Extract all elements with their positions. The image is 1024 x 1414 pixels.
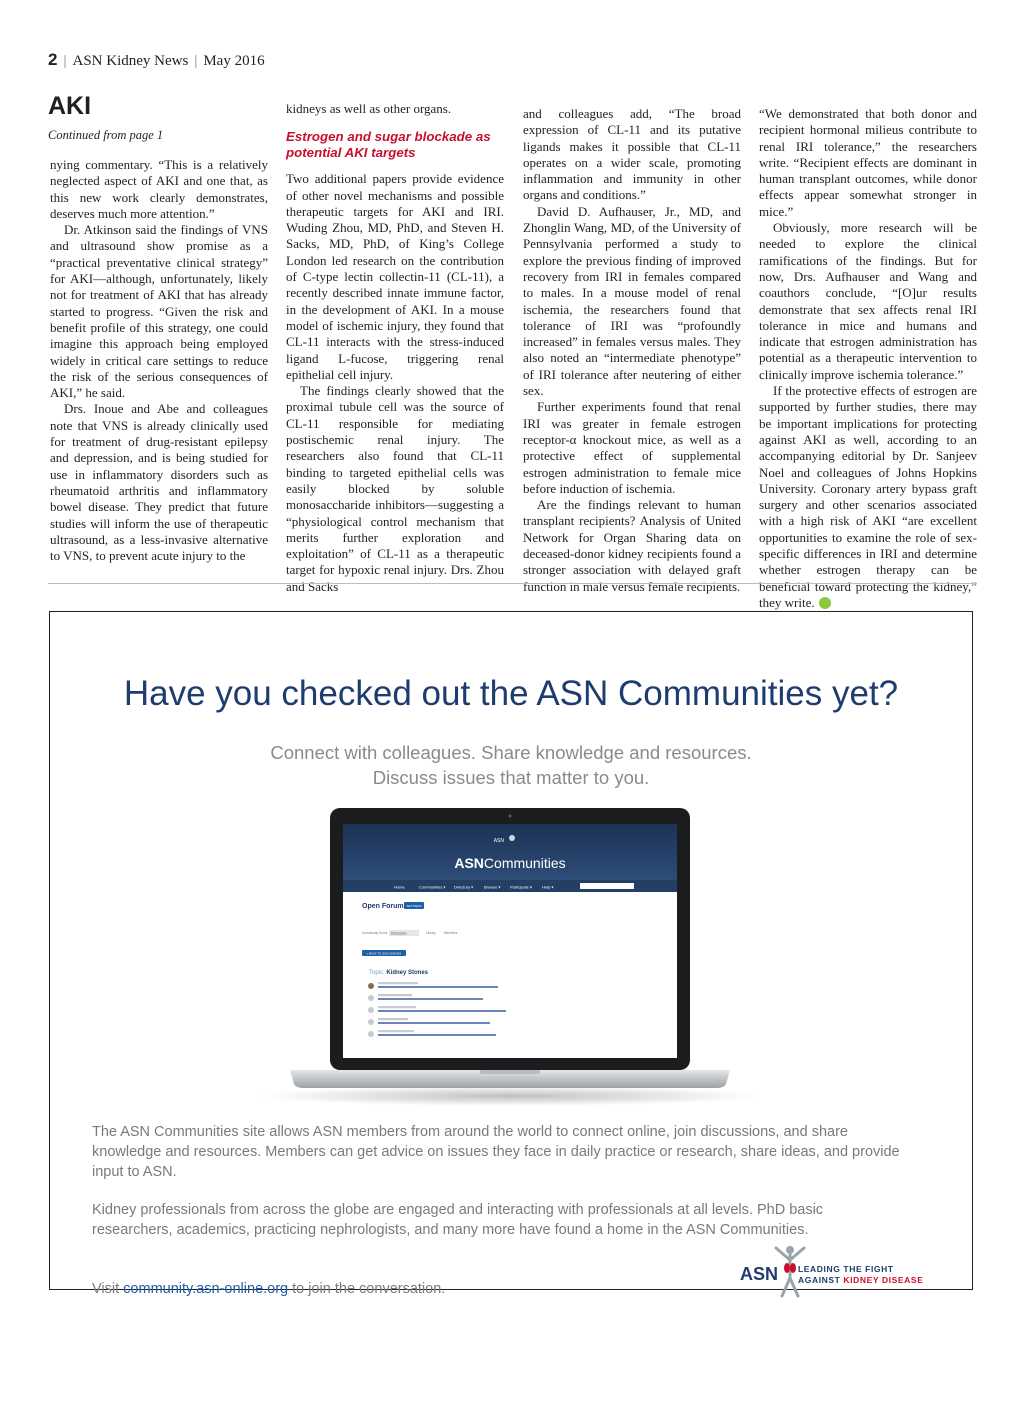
ad-subline-2: Discuss issues that matter to you.: [372, 767, 650, 788]
page-header: [48, 50, 265, 70]
paragraph: Further experiments found that renal IRI was greater in female estrogen receptor-α knockout mice, as well as a protective effect of supplemental estrogen administration to female mice before induction of ischemia.: [523, 399, 741, 496]
screen-nav-directory: Directory ▾: [454, 884, 474, 890]
paragraph: [759, 383, 977, 611]
screen-brand: [454, 855, 565, 871]
paragraph: Dr. Atkinson said the findings of VNS and ultrasound show promise as a “practical preventative clinical strategy” for AKI—although, unfortunately, likely not for treatment of AKI that has already started to progress. “Given the risk and benefit profile of this strategy, one could imagine this approach being employed widely in critical care settings to reduce the risk of the serious consequences of AKI,” he said.: [50, 222, 268, 401]
paragraph: Two additional papers provide evidence of other novel mechanisms and possible therapeutic targets for AKI and IRI. Wuding Zhou, MD, PhD, and Steven H. Sacks, MD, PhD, of King’s College London led research on the contribution of C-type lectin collectin-11 (CL-11), a recently described innate immune factor, in the development of AKI. In a mouse model of ischemic injury, they found that CL-11 interacts with the stress-induced ligand L-fucose, triggering renal epithelial cell injury.: [286, 171, 504, 382]
screen-forum-badge: SETTINGS: [406, 904, 422, 909]
screen-logo-small: ASN: [493, 838, 504, 844]
asn-logo-line2a: AGAINST: [798, 1275, 844, 1285]
header-separator-2: |: [194, 53, 198, 69]
publication-name: ASN Kidney News: [72, 53, 189, 69]
screen-topic: [369, 970, 429, 976]
laptop-screenshot-icon: [254, 808, 766, 1108]
article-column-4: [759, 106, 977, 611]
issue-date: May 2016: [203, 53, 265, 69]
screen-tab-home: Community Home: [362, 931, 388, 935]
ad-subline-1: Connect with colleagues. Share knowledge and resources.: [270, 742, 752, 763]
ad-subheadline: [50, 740, 972, 790]
screen-topic-name: Kidney Stones: [386, 970, 429, 976]
screen-forum-title: Open Forum: [362, 903, 404, 910]
paragraph: “We demonstrated that both donor and recipient hormonal milieus contribute to renal IRI tolerance,” the researchers write. “Recipient effects are dominant in human transplant outcomes, while donor effects appear somewhat stronger in mice.”: [759, 106, 977, 219]
continued-from: Continued from page 1: [48, 128, 164, 142]
screen-nav-communities: Communities ▾: [419, 884, 446, 890]
visit-suffix: to join the conversation.: [288, 1281, 446, 1297]
screen-nav-participate: Participate ▾: [510, 884, 533, 890]
paragraph: Obviously, more research will be needed to explore the clinical ramifications of the findings. But for now, Drs. Aufhauser and Wang and coauthors conclude, “[O]ur results demonstrate that sex affects renal IRI tolerance in mice and humans and indicate that estrogen administration has potential as a therapeutic intervention to clinically improve ischemia tolerance.”: [759, 220, 977, 382]
paragraph: Drs. Inoue and Abe and colleagues note that VNS is already clinically used for treatment of drug-resistant epilepsy and depression, and is being studied for use in inflammatory disorders such as rheumatoid arthritis and inflammatory bowel disease. They predict that future studies will inform the use of therapeutic ultrasound, as a less-invasive alternative to VNS, to prevent acute injury to the: [50, 401, 268, 564]
screen-tab-library: Library: [426, 931, 436, 935]
asn-logo-mark: ASN: [740, 1264, 779, 1284]
section-title: AKI: [48, 92, 92, 120]
end-of-article-icon: [819, 597, 831, 609]
paragraph: David D. Aufhauser, Jr., MD, and Zhonglin Wang, MD, of the University of Pennsylvania performed a study to explore the previous finding of improved recovery from IRI in females compared to males. In a mouse model of renal ischemia, the researchers found that tolerance of IRI was “profoundly increased” in females versus males. They also noted an “intermediate phenotype” of IRI tolerance after neutering of either sex.: [523, 203, 741, 399]
asn-logo-line1: LEADING THE FIGHT: [798, 1264, 894, 1274]
page-divider: [48, 583, 976, 584]
asn-logo-line2b: KIDNEY DISEASE: [843, 1275, 924, 1285]
header-separator: |: [63, 53, 67, 69]
screen-nav-help: Help ▾: [542, 884, 554, 890]
paragraph: nying commentary. “This is a relatively neglected aspect of AKI and one that, as this new work clearly demonstrates, deserves much more attention.”: [50, 157, 268, 221]
screen-nav-browse: Browse ▾: [484, 884, 501, 890]
article-column-1: [50, 157, 268, 564]
ad-body-paragraph-1: The ASN Communities site allows ASN members from around the world to connect online, join discussions, and share knowledge and resources. Members can get advice on issues they face in daily practice or research, share ideas, and provide input to ASN.: [92, 1124, 900, 1180]
screen-brand-bold: ASN: [454, 855, 484, 871]
visit-prefix: Visit: [92, 1281, 124, 1297]
paragraph: Are the findings relevant to human transplant recipients? Analysis of United Network for Organ Sharing data on deceased-donor kidney recipients found a stronger association with delayed graft function in male versus female recipients.: [523, 497, 741, 594]
community-link[interactable]: community.asn-online.org: [123, 1281, 289, 1297]
screen-nav-home: Home: [394, 884, 405, 890]
paragraph: kidneys as well as other organs.: [286, 101, 452, 116]
asn-logo: [740, 1248, 924, 1308]
screen-tab-members: Members: [444, 931, 458, 935]
article-subhead: Estrogen and sugar blockade as potential AKI targets: [286, 129, 491, 161]
asn-communities-ad: [49, 611, 973, 1297]
asn-logo-line2: [798, 1275, 923, 1285]
paragraph-text: If the protective effects of estrogen are supported by further studies, there may be important implications for protecting against AKI as well, according to an accompanying editorial by Dr. Sanjeev Noel and colleagues of Johns Hopkins University. Coronary artery bypass graft surgery and other scenarios associated with a high risk of AKI “are excellent opportunities to examine the role of sex-specific differences in IRI and determine whether estrogen therapy can be beneficial toward protecting the kidney,” they write.: [759, 383, 977, 610]
article-column-3: [523, 106, 741, 595]
screen-back-button: « BACK TO DISCUSSIONS: [366, 951, 402, 956]
ad-body-paragraph-2: Kidney professionals from across the globe are engaged and interacting with professionals at all levels. PhD basic researchers, academics, practicing nephrologists, and many more have found a home in the ASN Communities.: [92, 1202, 824, 1238]
paragraph: and colleagues add, “The broad expression of CL-11 and its putative ligands makes it possible that CL-11 operates on a wider scale, promoting inflammation and immunity in other organs and conditions.”: [523, 106, 741, 203]
ad-headline: Have you checked out the ASN Communities yet?: [123, 674, 899, 713]
screen-brand-light: Communities: [483, 855, 566, 871]
screen-tab-discussion: Discussion: [391, 931, 407, 936]
paragraph: The findings clearly showed that the proximal tubule cell was the source of CL-11 responsible for mediating postischemic renal injury. The researchers also found that CL-11 binding to targeted epithelial cells was easily blocked by soluble monosaccharide inhibitors—suggesting a “physiological control mechanism that merits further exploration and exploitation” of CL-11 as a therapeutic target for hypoxic renal injury. Drs. Zhou and Sacks: [286, 383, 504, 594]
screen-topic-prefix: Topic:: [369, 970, 387, 976]
page-number: 2: [48, 50, 58, 69]
article-column-2: [286, 101, 504, 595]
